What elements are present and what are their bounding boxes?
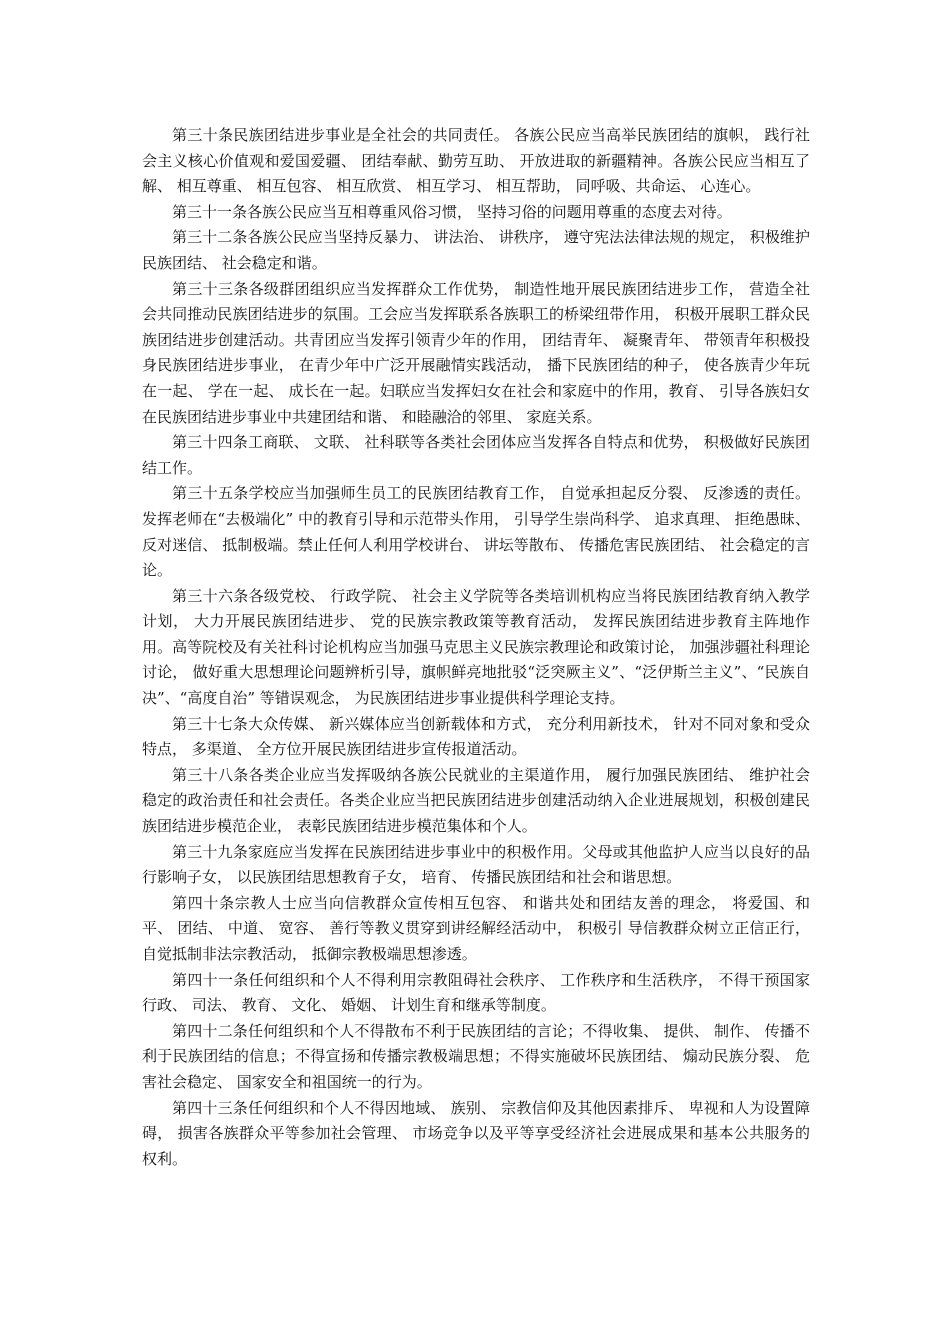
article-31-paragraph: 第三十一条各族公民应当互相尊重风俗习惯， 坚持习俗的问题用尊重的态度去对待。 <box>172 202 732 221</box>
article-35-paragraph: 第三十五条学校应当加强师生员工的民族团结教育工作， 自觉承担起反分裂、 反渗透的责任。 发挥老师在“去极端化” 中的教育引导和示范带头作用， 引导学生崇尚科学、 追求真理、 拒绝愚昧、 反对迷信、 抵制极端。禁止任何人利用学校讲台、 讲坛等散布、 传播危害民族团结、 社会稳定的言论。 <box>142 484 810 580</box>
article-30-paragraph: 第三十条民族团结进步事业是全社会的共同责任。 各族公民应当高举民族团结的旗帜， 践行社会主义核心价值观和爱国爱疆、 团结奉献、勤劳互助、 开放进取的新疆精神。各族公民应当相互了解、 相互尊重、 相互包容、 相互欣赏、 相互学习、 相互帮助， 同呼吸、共命运、 心连心。 <box>142 126 810 196</box>
article-40-paragraph: 第四十条宗教人士应当向信教群众宣传相互包容、 和谐共处和团结友善的理念， 将爱国、和平、 团结、 中道、 宽容、 善行等教义贯穿到讲经解经活动中， 积极引 导信教群众树立正信正行， 自觉抵制非法宗教活动， 抵御宗教极端思想渗透。 <box>142 893 810 963</box>
article-42-paragraph: 第四十二条任何组织和个人不得散布不利于民族团结的言论；不得收集、 提供、 制作、 传播不利于民族团结的信息；不得宣扬和传播宗教极端思想；不得实施破坏民族团结、 煽动民族分裂、 危害社会稳定、 国家安全和祖国统一的行为。 <box>142 1021 810 1091</box>
article-32-paragraph: 第三十二条各族公民应当坚持反暴力、 讲法治、 讲秩序， 遵守宪法法律法规的规定， 积极维护民族团结、 社会稳定和谐。 <box>142 228 810 272</box>
article-33-paragraph: 第三十三条各级群团组织应当发挥群众工作优势， 制造性地开展民族团结进步工作， 营造全社会共同推动民族团结进步的氛围。工会应当发挥联系各族职工的桥梁纽带作用， 积极开展职工群众民族团结进步创建活动。共青团应当发挥引领青少年的作用， 团结青年、 凝聚青年、 带领青年积极投身民族团结进步事业， 在青少年中广泛开展融情实践活动， 播下民族团结的种子， 使各族青少年玩在一起、 学在一起、 成长在一起。妇联应当发挥妇女在社会和家庭中的作用，教育、 引导各族妇女在民族团结进步事业中共建团结和谐、 和睦融洽的邻里、 家庭关系。 <box>142 279 810 426</box>
article-39-paragraph: 第三十九条家庭应当发挥在民族团结进步事业中的积极作用。父母或其他监护人应当以良好的品行影响子女， 以民族团结思想教育子女， 培育、 传播民族团结和社会和谐思想。 <box>142 842 810 887</box>
article-43-paragraph: 第四十三条任何组织和个人不得因地域、 族别、 宗教信仰及其他因素排斥、 卑视和人为设置障碍， 损害各族群众平等参加社会管理、 市场竞争以及平等享受经济社会进展成果和基本公共服务的权利。 <box>142 1098 810 1168</box>
article-36-paragraph: 第三十六条各级党校、 行政学院、 社会主义学院等各类培训机构应当将民族团结教育纳入教学计划， 大力开展民族团结进步、 党的民族宗教政策等教育活动， 发挥民族团结进步教育主阵地作用。高等院校及有关社科讨论机构应当加强马克思主义民族宗教理论和政策讨论， 加强涉疆社科理论讨论， 做好重大思想理论问题辨析引导，旗帜鲜亮地批驳“泛突厥主义”、“泛伊斯兰主义”、“民族自决”、“高度自治” 等错误观念， 为民族团结进步事业提供科学理论支持。 <box>142 586 810 708</box>
article-34-paragraph: 第三十四条工商联、 文联、 社科联等各类社会团体应当发挥各自特点和优势， 积极做好民族团结工作。 <box>142 433 810 477</box>
document-body <box>142 123 810 1172</box>
article-38-paragraph: 第三十八条各类企业应当发挥吸纳各族公民就业的主渠道作用， 履行加强民族团结、 维护社会稳定的政治责任和社会责任。各类企业应当把民族团结进步创建活动纳入企业进展规划，积极创建民族团结进步模范企业， 表彰民族团结进步模范集体和个人。 <box>142 765 810 836</box>
article-41-paragraph: 第四十一条任何组织和个人不得利用宗教阻碍社会秩序、 工作秩序和生活秩序， 不得干预国家行政、 司法、 教育、 文化、 婚姻、 计划生育和继承等制度。 <box>142 970 810 1015</box>
article-37-paragraph: 第三十七条大众传媒、 新兴媒体应当创新载体和方式， 充分利用新技术， 针对不同对象和受众特点， 多渠道、 全方位开展民族团结进步宣传报道活动。 <box>142 714 810 759</box>
